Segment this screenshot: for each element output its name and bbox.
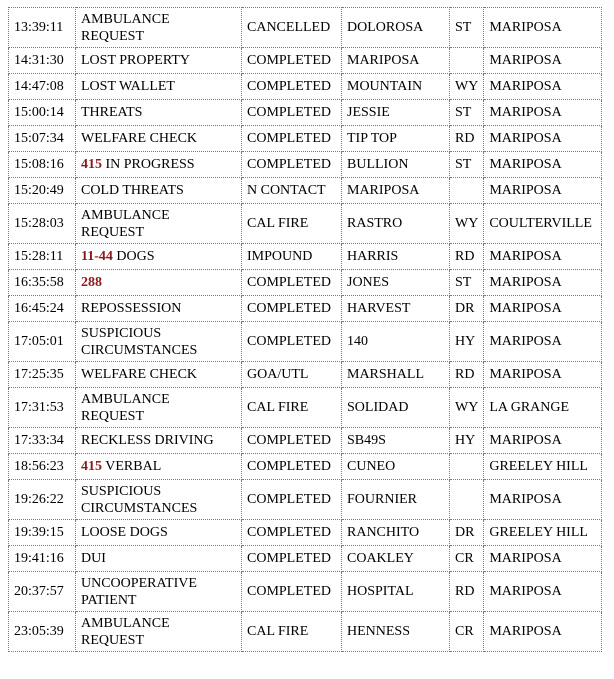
street-cell: HARRIS	[342, 244, 450, 270]
time-cell: 15:28:03	[9, 204, 76, 244]
suffix-cell: RD	[450, 126, 484, 152]
street-cell: RASTRO	[342, 204, 450, 244]
suffix-cell	[450, 454, 484, 480]
incident-text: AMBULANCE REQUEST	[81, 207, 174, 240]
table-row	[9, 480, 602, 520]
incident-log-body	[9, 8, 602, 652]
incident-cell	[76, 152, 242, 178]
incident-cell	[76, 480, 242, 520]
disposition-cell: COMPLETED	[242, 428, 342, 454]
incident-text: COLD THREATS	[81, 183, 184, 198]
street-cell: HARVEST	[342, 296, 450, 322]
time-cell: 17:33:34	[9, 428, 76, 454]
city-cell: MARIPOSA	[484, 572, 602, 612]
incident-cell	[76, 204, 242, 244]
suffix-cell: DR	[450, 296, 484, 322]
suffix-cell: CR	[450, 612, 484, 652]
street-cell: 140	[342, 322, 450, 362]
disposition-cell: COMPLETED	[242, 322, 342, 362]
incident-text: AMBULANCE REQUEST	[81, 391, 174, 424]
table-row	[9, 612, 602, 652]
incident-text: REPOSSESSION	[81, 301, 182, 316]
incident-cell	[76, 48, 242, 74]
incident-text: THREATS	[81, 105, 143, 120]
suffix-cell: RD	[450, 572, 484, 612]
incident-text: AMBULANCE REQUEST	[81, 615, 174, 648]
time-cell: 15:28:11	[9, 244, 76, 270]
table-row	[9, 244, 602, 270]
table-row	[9, 270, 602, 296]
street-cell: TIP TOP	[342, 126, 450, 152]
incident-cell	[76, 362, 242, 388]
time-cell: 19:39:15	[9, 520, 76, 546]
suffix-cell: CR	[450, 546, 484, 572]
incident-cell	[76, 454, 242, 480]
table-row	[9, 204, 602, 244]
city-cell: MARIPOSA	[484, 74, 602, 100]
street-cell: JONES	[342, 270, 450, 296]
table-row	[9, 8, 602, 48]
time-cell: 17:05:01	[9, 322, 76, 362]
city-cell: LA GRANGE	[484, 388, 602, 428]
table-row	[9, 388, 602, 428]
suffix-cell	[450, 48, 484, 74]
suffix-cell	[450, 178, 484, 204]
city-cell: MARIPOSA	[484, 270, 602, 296]
street-cell: MARSHALL	[342, 362, 450, 388]
incident-log-table	[8, 7, 602, 652]
disposition-cell: GOA/UTL	[242, 362, 342, 388]
suffix-cell	[450, 480, 484, 520]
incident-text: VERBAL	[102, 459, 162, 474]
disposition-cell: COMPLETED	[242, 546, 342, 572]
incident-text: UNCOOPERATIVE PATIENT	[81, 575, 201, 608]
city-cell: MARIPOSA	[484, 100, 602, 126]
incident-cell	[76, 296, 242, 322]
table-row	[9, 74, 602, 100]
time-cell: 19:41:16	[9, 546, 76, 572]
incident-cell	[76, 74, 242, 100]
incident-text: SUSPICIOUS CIRCUMSTANCES	[81, 325, 198, 358]
incident-code: 415	[81, 157, 102, 172]
table-row	[9, 152, 602, 178]
incident-code: 11-44	[81, 249, 113, 264]
incident-cell	[76, 100, 242, 126]
time-cell: 14:31:30	[9, 48, 76, 74]
city-cell: MARIPOSA	[484, 362, 602, 388]
street-cell: FOURNIER	[342, 480, 450, 520]
time-cell: 15:07:34	[9, 126, 76, 152]
street-cell: MARIPOSA	[342, 178, 450, 204]
incident-cell	[76, 612, 242, 652]
table-row	[9, 322, 602, 362]
incident-text: DOGS	[112, 249, 155, 264]
street-cell: COAKLEY	[342, 546, 450, 572]
disposition-cell: COMPLETED	[242, 520, 342, 546]
street-cell: BULLION	[342, 152, 450, 178]
incident-cell	[76, 428, 242, 454]
suffix-cell: RD	[450, 244, 484, 270]
suffix-cell: ST	[450, 152, 484, 178]
time-cell: 15:20:49	[9, 178, 76, 204]
table-row	[9, 48, 602, 74]
disposition-cell: COMPLETED	[242, 152, 342, 178]
incident-text: SUSPICIOUS CIRCUMSTANCES	[81, 483, 198, 516]
table-row	[9, 572, 602, 612]
city-cell: GREELEY HILL	[484, 520, 602, 546]
street-cell: JESSIE	[342, 100, 450, 126]
disposition-cell: N CONTACT	[242, 178, 342, 204]
incident-cell	[76, 546, 242, 572]
incident-cell	[76, 244, 242, 270]
incident-cell	[76, 388, 242, 428]
table-row	[9, 428, 602, 454]
incident-code: 288	[81, 275, 102, 290]
street-cell: MARIPOSA	[342, 48, 450, 74]
time-cell: 17:31:53	[9, 388, 76, 428]
table-row	[9, 100, 602, 126]
incident-text: IN PROGRESS	[102, 157, 195, 172]
time-cell: 15:00:14	[9, 100, 76, 126]
city-cell: MARIPOSA	[484, 178, 602, 204]
suffix-cell: ST	[450, 270, 484, 296]
suffix-cell: HY	[450, 428, 484, 454]
time-cell: 16:45:24	[9, 296, 76, 322]
street-cell: DOLOROSA	[342, 8, 450, 48]
city-cell: MARIPOSA	[484, 428, 602, 454]
incident-cell	[76, 520, 242, 546]
disposition-cell: COMPLETED	[242, 74, 342, 100]
street-cell: HOSPITAL	[342, 572, 450, 612]
street-cell: MOUNTAIN	[342, 74, 450, 100]
disposition-cell: COMPLETED	[242, 126, 342, 152]
city-cell: MARIPOSA	[484, 126, 602, 152]
disposition-cell: COMPLETED	[242, 270, 342, 296]
suffix-cell: HY	[450, 322, 484, 362]
incident-text: LOST PROPERTY	[81, 53, 190, 68]
city-cell: MARIPOSA	[484, 296, 602, 322]
suffix-cell: WY	[450, 388, 484, 428]
time-cell: 15:08:16	[9, 152, 76, 178]
disposition-cell: CAL FIRE	[242, 612, 342, 652]
table-row	[9, 126, 602, 152]
incident-text: AMBULANCE REQUEST	[81, 11, 174, 44]
suffix-cell: ST	[450, 8, 484, 48]
table-row	[9, 362, 602, 388]
street-cell: CUNEO	[342, 454, 450, 480]
disposition-cell: COMPLETED	[242, 454, 342, 480]
incident-cell	[76, 572, 242, 612]
suffix-cell: WY	[450, 204, 484, 244]
city-cell: MARIPOSA	[484, 152, 602, 178]
table-row	[9, 520, 602, 546]
incident-text: LOOSE DOGS	[81, 525, 168, 540]
incident-cell	[76, 322, 242, 362]
table-row	[9, 178, 602, 204]
incident-text: DUI	[81, 551, 106, 566]
incident-cell	[76, 270, 242, 296]
table-row	[9, 454, 602, 480]
incident-cell	[76, 178, 242, 204]
table-row	[9, 296, 602, 322]
disposition-cell: IMPOUND	[242, 244, 342, 270]
time-cell: 14:47:08	[9, 74, 76, 100]
incident-code: 415	[81, 459, 102, 474]
disposition-cell: COMPLETED	[242, 100, 342, 126]
incident-text: LOST WALLET	[81, 79, 175, 94]
city-cell: MARIPOSA	[484, 322, 602, 362]
suffix-cell: DR	[450, 520, 484, 546]
time-cell: 20:37:57	[9, 572, 76, 612]
time-cell: 16:35:58	[9, 270, 76, 296]
disposition-cell: CANCELLED	[242, 8, 342, 48]
city-cell: MARIPOSA	[484, 8, 602, 48]
suffix-cell: RD	[450, 362, 484, 388]
street-cell: SB49S	[342, 428, 450, 454]
suffix-cell: ST	[450, 100, 484, 126]
disposition-cell: CAL FIRE	[242, 204, 342, 244]
city-cell: COULTERVILLE	[484, 204, 602, 244]
suffix-cell: WY	[450, 74, 484, 100]
time-cell: 19:26:22	[9, 480, 76, 520]
incident-cell	[76, 126, 242, 152]
time-cell: 23:05:39	[9, 612, 76, 652]
time-cell: 13:39:11	[9, 8, 76, 48]
disposition-cell: COMPLETED	[242, 296, 342, 322]
street-cell: HENNESS	[342, 612, 450, 652]
incident-text: WELFARE CHECK	[81, 367, 198, 382]
city-cell: MARIPOSA	[484, 546, 602, 572]
disposition-cell: COMPLETED	[242, 48, 342, 74]
disposition-cell: CAL FIRE	[242, 388, 342, 428]
incident-text: WELFARE CHECK	[81, 131, 198, 146]
street-cell: SOLIDAD	[342, 388, 450, 428]
incident-text: RECKLESS DRIVING	[81, 433, 214, 448]
table-row	[9, 546, 602, 572]
incident-cell	[76, 8, 242, 48]
disposition-cell: COMPLETED	[242, 572, 342, 612]
city-cell: GREELEY HILL	[484, 454, 602, 480]
city-cell: MARIPOSA	[484, 612, 602, 652]
time-cell: 17:25:35	[9, 362, 76, 388]
city-cell: MARIPOSA	[484, 480, 602, 520]
disposition-cell: COMPLETED	[242, 480, 342, 520]
time-cell: 18:56:23	[9, 454, 76, 480]
street-cell: RANCHITO	[342, 520, 450, 546]
city-cell: MARIPOSA	[484, 244, 602, 270]
city-cell: MARIPOSA	[484, 48, 602, 74]
